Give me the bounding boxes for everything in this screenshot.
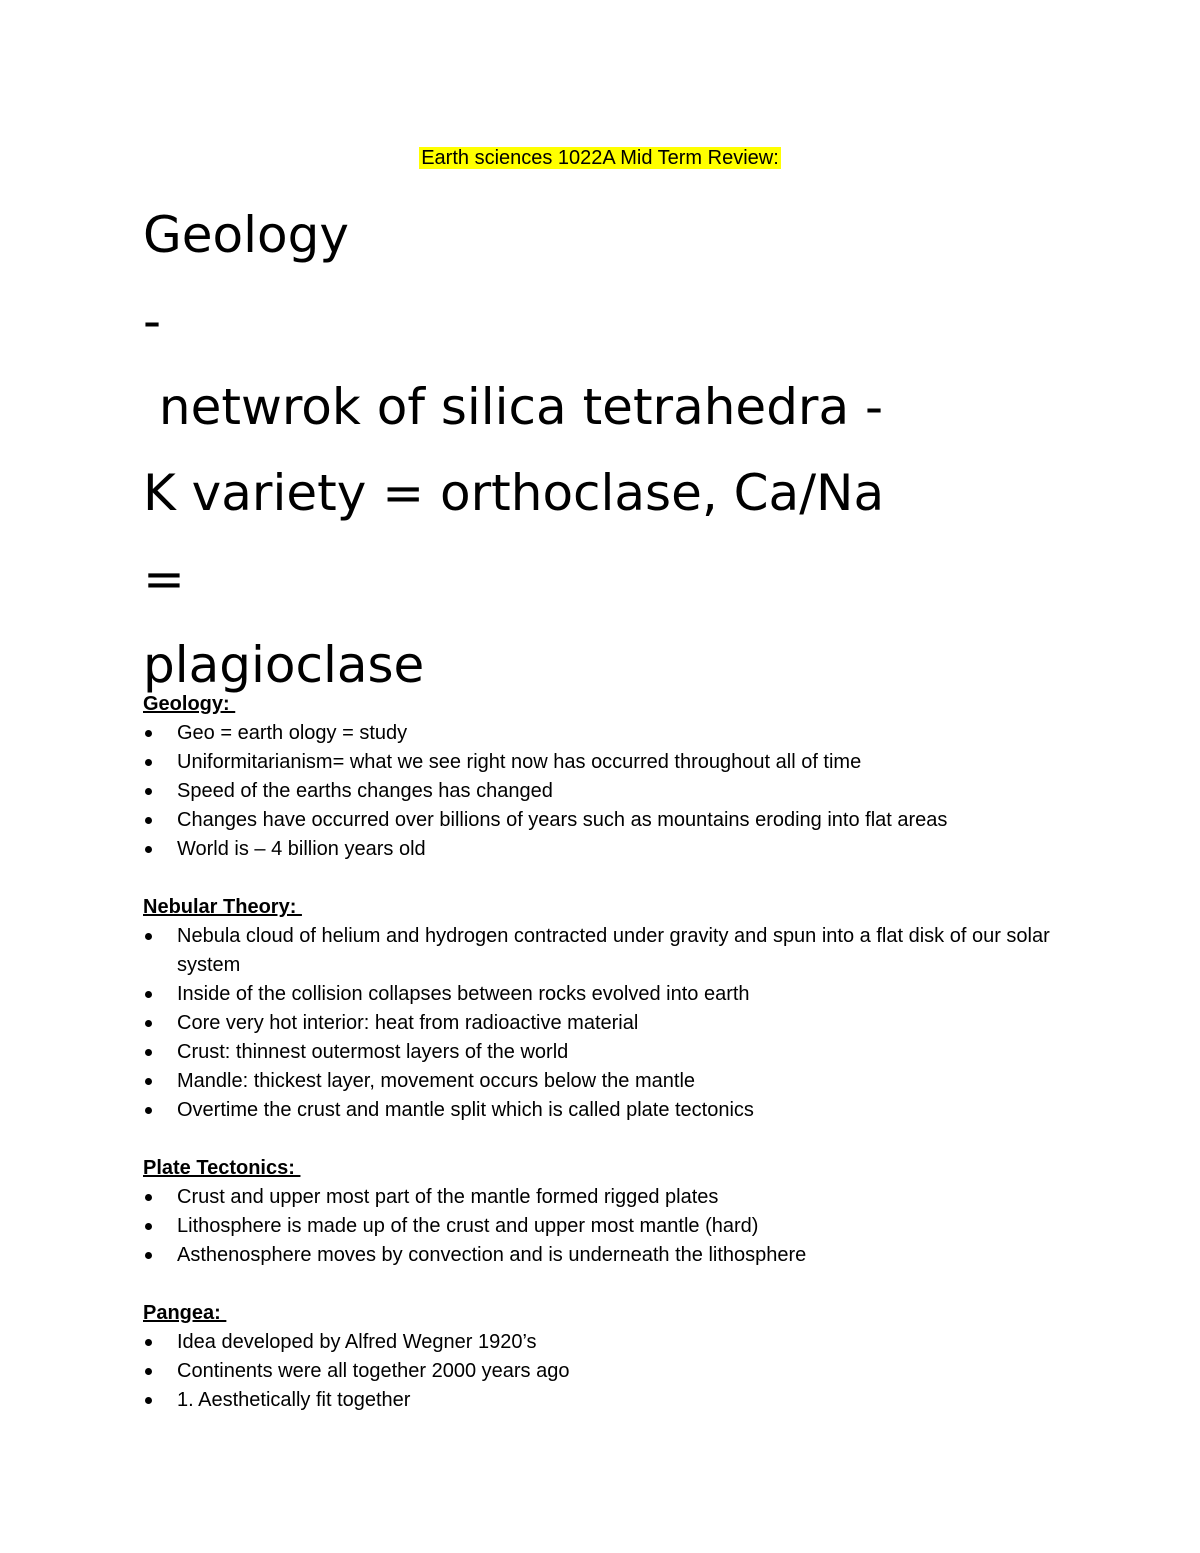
bullet-icon bbox=[145, 1252, 152, 1259]
list-item bbox=[143, 1067, 1063, 1096]
bullet-icon bbox=[145, 1223, 152, 1230]
bullet-list bbox=[143, 922, 1063, 1125]
section-heading: Pangea: bbox=[143, 1302, 227, 1324]
bullet-icon bbox=[145, 991, 152, 998]
list-item bbox=[143, 1183, 1063, 1212]
bullet-icon bbox=[145, 1078, 152, 1085]
bullet-list bbox=[143, 1183, 1063, 1270]
section-plate-tectonics bbox=[143, 1154, 1063, 1270]
list-item-text: Core very hot interior: heat from radioactive material bbox=[177, 1012, 639, 1034]
list-item-text: Overtime the crust and mantle split which is called plate tectonics bbox=[177, 1099, 754, 1121]
list-item-text: Asthenosphere moves by convection and is underneath the lithosphere bbox=[177, 1244, 807, 1266]
list-item bbox=[143, 922, 1063, 980]
section-pangea bbox=[143, 1299, 1063, 1415]
document-title-text: Earth sciences 1022A Mid Term Review: bbox=[421, 147, 779, 169]
bullet-icon bbox=[145, 817, 152, 824]
list-item bbox=[143, 835, 1063, 864]
list-item-text: Geo = earth ology = study bbox=[177, 722, 408, 744]
list-item-text: Continents were all together 2000 years ago bbox=[177, 1360, 570, 1382]
bullet-icon bbox=[145, 1397, 152, 1404]
bullet-icon bbox=[145, 846, 152, 853]
list-item-text: Lithosphere is made up of the crust and upper most mantle (hard) bbox=[177, 1215, 759, 1237]
section-heading: Nebular Theory: bbox=[143, 896, 302, 918]
list-item bbox=[143, 719, 1063, 748]
list-item-text: Changes have occurred over billions of years such as mountains eroding into flat areas bbox=[177, 809, 948, 831]
section-heading: Geology: bbox=[143, 693, 236, 715]
list-item bbox=[143, 1096, 1063, 1125]
list-item-text: Uniformitarianism= what we see right now has occurred throughout all of time bbox=[177, 751, 862, 773]
bullet-icon bbox=[145, 788, 152, 795]
bullet-icon bbox=[145, 1049, 152, 1056]
list-item-text: Inside of the collision collapses between rocks evolved into earth bbox=[177, 983, 750, 1005]
large-text-line: K variety = orthoclase, Ca/Na bbox=[143, 464, 885, 522]
large-text-line: = bbox=[143, 550, 185, 608]
list-item bbox=[143, 1386, 1063, 1415]
list-item bbox=[143, 806, 1063, 835]
list-item-text: Speed of the earths changes has changed bbox=[177, 780, 553, 802]
list-item bbox=[143, 1212, 1063, 1241]
notes-sections bbox=[143, 690, 1063, 1444]
bullet-icon bbox=[145, 1368, 152, 1375]
bullet-list bbox=[143, 1328, 1063, 1415]
section-nebular-theory bbox=[143, 893, 1063, 1125]
list-item bbox=[143, 1241, 1063, 1270]
list-item-text: Crust and upper most part of the mantle formed rigged plates bbox=[177, 1186, 719, 1208]
bullet-icon bbox=[145, 1194, 152, 1201]
list-item-text: Idea developed by Alfred Wegner 1920’s bbox=[177, 1331, 537, 1353]
bullet-list bbox=[143, 719, 1063, 864]
bullet-icon bbox=[145, 933, 152, 940]
list-item bbox=[143, 1038, 1063, 1067]
document-title bbox=[0, 143, 1200, 173]
bullet-icon bbox=[145, 759, 152, 766]
bullet-icon bbox=[145, 1107, 152, 1114]
list-item bbox=[143, 777, 1063, 806]
large-text-line: plagioclase bbox=[143, 636, 425, 694]
large-text-block bbox=[143, 192, 1063, 708]
list-item bbox=[143, 980, 1063, 1009]
list-item-text: 1. Aesthetically fit together bbox=[177, 1389, 411, 1411]
section-geology bbox=[143, 690, 1063, 864]
bullet-icon bbox=[145, 1339, 152, 1346]
list-item-text: Nebula cloud of helium and hydrogen contracted under gravity and spun into a flat disk of our solar system bbox=[177, 925, 1050, 976]
list-item-text: Crust: thinnest outermost layers of the world bbox=[177, 1041, 569, 1063]
list-item bbox=[143, 1357, 1063, 1386]
large-text-line: - bbox=[143, 292, 162, 350]
bullet-icon bbox=[145, 730, 152, 737]
bullet-icon bbox=[145, 1020, 152, 1027]
list-item bbox=[143, 1009, 1063, 1038]
large-text-line: Geology bbox=[143, 206, 349, 264]
list-item bbox=[143, 1328, 1063, 1357]
large-text-line: netwrok of silica tetrahedra - bbox=[143, 378, 884, 436]
list-item-text: Mandle: thickest layer, movement occurs below the mantle bbox=[177, 1070, 696, 1092]
section-heading: Plate Tectonics: bbox=[143, 1157, 301, 1179]
list-item-text: World is – 4 billion years old bbox=[177, 838, 426, 860]
list-item bbox=[143, 748, 1063, 777]
